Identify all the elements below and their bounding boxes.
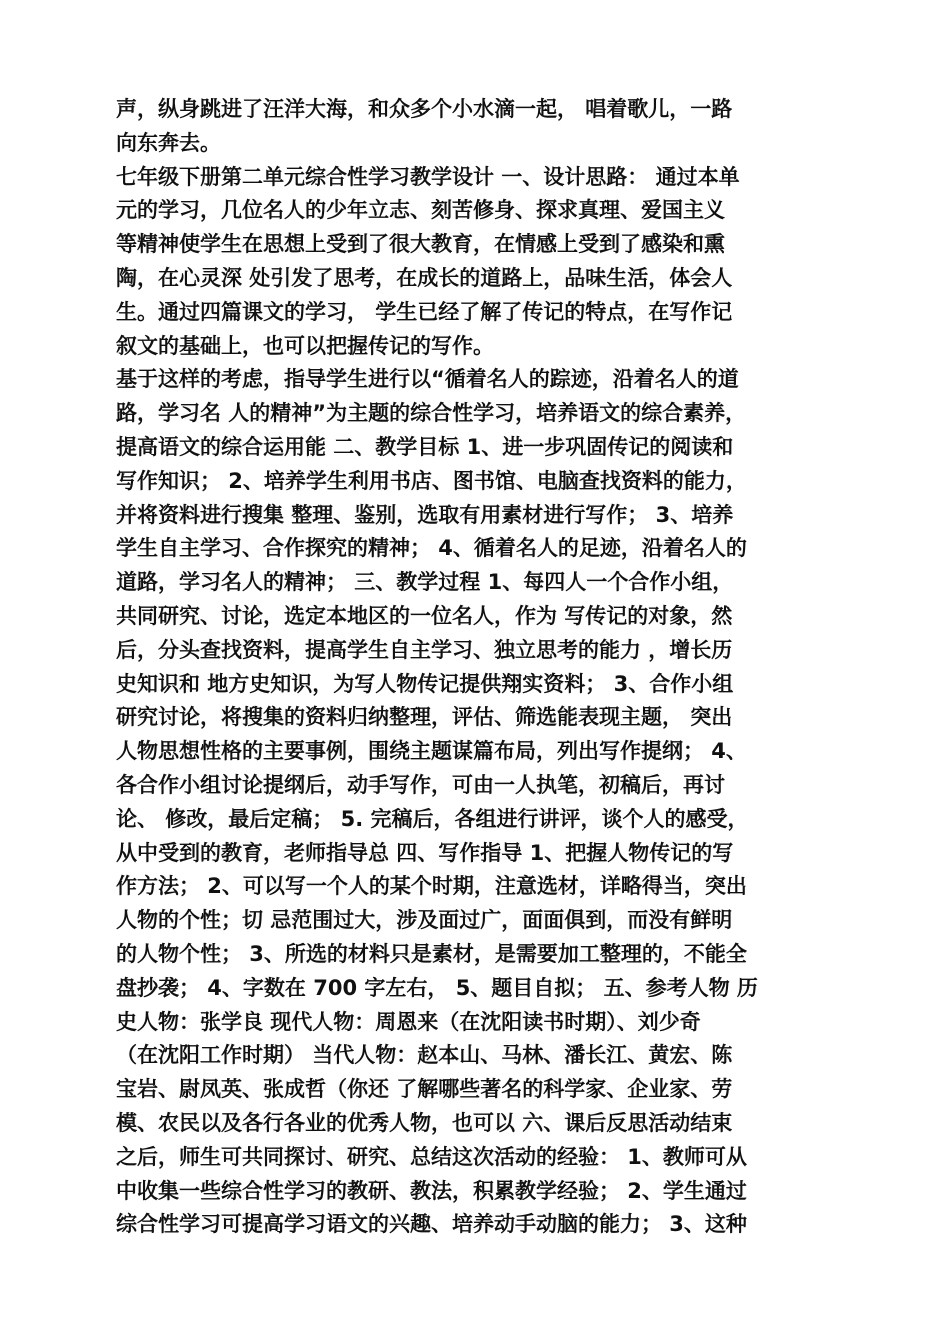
text-line: 综合性学习可提高学习语文的兴趣、培养动手动脑的能力； 3、这种 [116,1212,747,1237]
text-line: 论、 修改，最后定稿； 5. 完稿后，各组进行讲评，谈个人的感受， [116,806,749,831]
text-line: 叙文的基础上，也可以把握传记的写作。 [116,333,494,358]
text-line: 写作知识； 2、培养学生利用书店、图书馆、电脑查找资料的能力， [116,468,747,493]
text-line: 各合作小组讨论提纲后，动手写作，可由一人执笔，初稿后，再讨 [116,772,725,797]
text-line: 史知识和 地方史知识，为写人物传记提供翔实资料； 3、合作小组 [116,671,734,696]
text-line: 共同研究、讨论，选定本地区的一位名人，作为 写传记的对象，然 [116,603,733,628]
document-body [116,93,836,1242]
text-line: 元的学习，几位名人的少年立志、刻苦修身、探求真理、爱国主义 [116,198,725,223]
text-line: 盘抄袭； 4、字数在 700 字左右， 5、题目自拟； 五、参考人物 历 [116,975,758,1000]
text-line: 等精神使学生在思想上受到了很大教育，在情感上受到了感染和熏 [116,232,725,257]
text-line: 路，学习名 人的精神”为主题的综合性学习，培养语文的综合素养， [116,401,747,426]
text-line: 宝岩、尉凤英、张成哲（你还 了解哪些著名的科学家、企业家、劳 [116,1077,733,1102]
text-line: （在沈阳工作时期） 当代人物：赵本山、马林、潘长江、黄宏、陈 [116,1043,733,1068]
text-line: 基于这样的考虑，指导学生进行以“循着名人的踪迹，沿着名人的道 [116,367,739,392]
text-line: 道路，学习名人的精神； 三、教学过程 1、每四人一个合作小组， [116,570,734,595]
text-line: 模、农民以及各行各业的优秀人物，也可以 六、课后反思活动结束 [116,1110,733,1135]
text-line: 提高语文的综合运用能 二、教学目标 1、进一步巩固传记的阅读和 [116,434,734,459]
text-line: 从中受到的教育，老师指导总 四、写作指导 1、把握人物传记的写 [116,840,734,865]
text-line: 作方法； 2、可以写一个人的某个时期，注意选材，详略得当，突出 [116,874,747,899]
text-line: 学生自主学习、合作探究的精神； 4、循着名人的足迹，沿着名人的 [116,536,747,561]
text-line: 并将资料进行搜集 整理、鉴别，选取有用素材进行写作； 3、培养 [116,502,734,527]
text-line: 向东奔去。 [116,130,221,155]
text-line: 声，纵身跳进了汪洋大海，和众多个小水滴一起， 唱着歌儿，一路 [116,97,733,121]
text-line: 的人物个性； 3、所选的材料只是素材，是需要加工整理的，不能全 [116,941,747,966]
text-line: 人物思想性格的主要事例，围绕主题谋篇布局，列出写作提纲； 4、 [116,739,747,764]
text-line: 研究讨论，将搜集的资料归纳整理，评估、筛选能表现主题， 突出 [116,705,733,730]
text-line: 人物的个性；切 忌范围过大，涉及面过广，面面俱到，而没有鲜明 [116,908,733,933]
text-line: 后，分头查找资料，提高学生自主学习、独立思考的能力 ，增长历 [116,637,733,662]
text-line: 七年级下册第二单元综合性学习教学设计 一、设计思路： 通过本单 [116,164,740,189]
text-line: 陶，在心灵深 处引发了思考，在成长的道路上，品味生活，体会人 [116,265,733,290]
text-line: 史人物：张学良 现代人物：周恩来（在沈阳读书时期）、刘少奇 [116,1009,701,1034]
text-line: 之后，师生可共同探讨、研究、总结这次活动的经验： 1、教师可从 [116,1144,747,1169]
text-line: 中收集一些综合性学习的教研、教法，积累教学经验； 2、学生通过 [116,1178,747,1203]
text-line: 生。通过四篇课文的学习， 学生已经了解了传记的特点，在写作记 [116,299,733,324]
